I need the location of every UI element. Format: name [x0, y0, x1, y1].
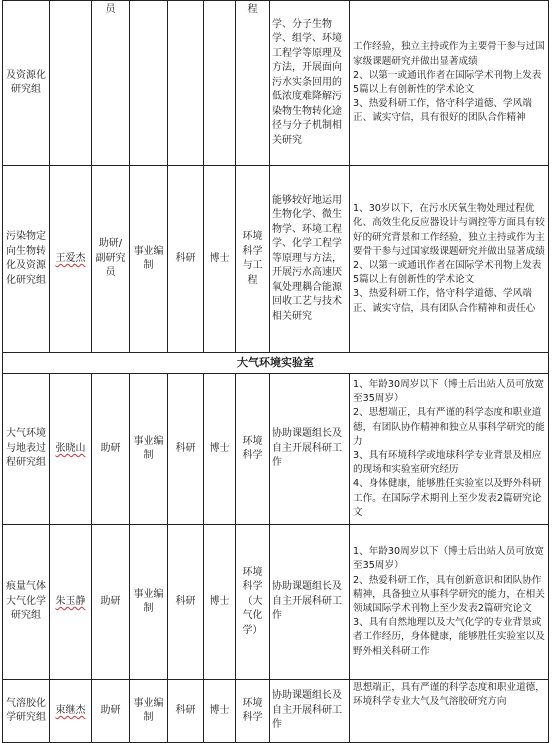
contact-name-cell	[50, 1, 92, 166]
staff-category-cell: 事业编制	[130, 525, 168, 680]
requirement-item: 工作经验，独立主持或作为主要骨干参与过国家级课题研究并做出显著成绩	[353, 41, 545, 67]
table-row	[3, 525, 549, 680]
research-group-cell: 痕量气体大气化学研究组	[3, 525, 50, 680]
requirements-cell	[350, 166, 549, 353]
contact-name-cell: 朱玉静	[50, 525, 92, 680]
position-title-cell: 助研	[92, 525, 130, 680]
degree-cell: 博士	[204, 166, 236, 353]
requirement-item: 3、具有自然地理以及大气化学的专业背景或者工作经历，身体健康，能够胜任实验室以及野外相关科研工作	[353, 617, 545, 657]
table-row	[3, 680, 549, 743]
requirements-cell	[350, 374, 549, 525]
staff-category-cell: 事业编制	[130, 680, 168, 743]
section-header-row	[3, 353, 549, 374]
degree-cell: 博士	[204, 680, 236, 743]
requirement-item: 2、以第一或通讯作者在国际学术刊物上发表5篇以上有创新性的学术论文	[353, 260, 542, 286]
duties-cell: 协助课题组长及自主开展科研工作	[270, 374, 350, 525]
major-cell: 环境科学（大气化学）	[236, 525, 270, 680]
degree-cell: 博士	[204, 374, 236, 525]
position-title-cell: 员	[92, 1, 130, 166]
recruitment-table	[2, 0, 549, 743]
requirement-item: 2、以第一或通讯作者在国际学术刊物上发表5篇以上有创新性的学术论文	[353, 69, 542, 95]
research-group-cell: 气溶胶化学研究组	[3, 680, 50, 743]
post-type-cell	[168, 1, 204, 166]
major-cell: 环境科学	[236, 680, 270, 743]
requirement-item: 1、年龄30周岁以下（博士后出站人员可放宽至35周岁）	[353, 546, 544, 572]
position-title-cell: 助研	[92, 374, 130, 525]
requirements-cell	[350, 680, 549, 743]
degree-cell: 博士	[204, 525, 236, 680]
research-group-cell: 污染物定向生物转化及资源化研究组	[3, 166, 50, 353]
post-type-cell: 科研	[168, 166, 204, 353]
duties-cell: 能够较好地运用生物化学、微生物学、环境工程学、化学工程学等原理与方法，开展污水高速厌氧处理耦合能源回收工艺与技术相关研究	[270, 166, 350, 353]
post-type-cell: 科研	[168, 374, 204, 525]
requirement-item: 3、具有环境科学或地球科学专业背景及相应的现场和实验室研究经历	[353, 450, 542, 476]
position-title-cell: 助研	[92, 680, 130, 743]
requirements-cell	[350, 525, 549, 680]
major-cell: 环境科学与工程	[236, 166, 270, 353]
research-group-cell: 及资源化研究组	[3, 1, 50, 166]
position-title-cell: 助研/副研究员	[92, 166, 130, 353]
duties-cell: 协助课题组长及自主开展科研工作	[270, 680, 350, 743]
post-type-cell: 科研	[168, 525, 204, 680]
requirement-item: 2、热爱科研工作，具有创新意识和团队协作精神，具备独立从事科学研究的能力，在相关领域国际学术刊物上至少发表2篇研究论文	[353, 574, 545, 614]
requirement-item: 1、30岁以下，在污水厌氧生物处理过程优化、高效生化反应器设计与调控等方面具有较好的研究背景和工作经验，独立主持或作为主要骨干参与过国家级课题研究并做出显著成绩	[353, 203, 545, 257]
section-header: 大气环境实验室	[3, 353, 549, 374]
requirement-item: 2、思想端正，具有严谨的科学态度和职业道德，有团队协作精神和独立从事科学研究的能力	[353, 407, 545, 447]
post-type-cell: 科研	[168, 680, 204, 743]
duties-cell: 学、分子生物学、组学、环境工程学等原理及方法，开展面向污水实条回用的低浓度难降解污染物生物转化途径与分子机制相关研究	[270, 1, 350, 166]
table-row	[3, 1, 549, 166]
contact-name-cell: 张晓山	[50, 374, 92, 525]
requirement-item: 3、热爱科研工作，恪守科学道德、学风端正、诚实守信，具有很好的团队合作精神	[353, 98, 532, 124]
contact-name-cell: 王爱杰	[50, 166, 92, 353]
requirement-item: 3、热爱科研工作，恪守科学道德、学风端正、诚实守信，具有团队合作精神和责任心	[353, 288, 536, 314]
major-cell: 程	[236, 1, 270, 166]
major-cell: 环境科学	[236, 374, 270, 525]
contact-name-cell: 束继杰	[50, 680, 92, 743]
degree-cell	[204, 1, 236, 166]
staff-category-cell	[130, 1, 168, 166]
requirement-item: 4、身体健康，能够胜任实验室以及野外科研工作。在国际学术期刊上至少发表2篇研究论文	[353, 478, 542, 518]
requirement-item: 1、年龄30周岁以下（博士后出站人员可放宽至35周岁）	[353, 378, 544, 405]
research-group-cell: 大气环境与地表过程研究组	[3, 374, 50, 525]
requirement-item: 思想端正，具有严谨的科学态度和职业道德，环境科学专业大气及气溶胶研究方向	[353, 682, 545, 708]
table-row	[3, 166, 549, 353]
staff-category-cell: 事业编制	[130, 374, 168, 525]
requirements-cell	[350, 1, 549, 166]
staff-category-cell: 事业编制	[130, 166, 168, 353]
table-row	[3, 374, 549, 525]
duties-cell: 协助课题组长及自主开展科研工作	[270, 525, 350, 680]
